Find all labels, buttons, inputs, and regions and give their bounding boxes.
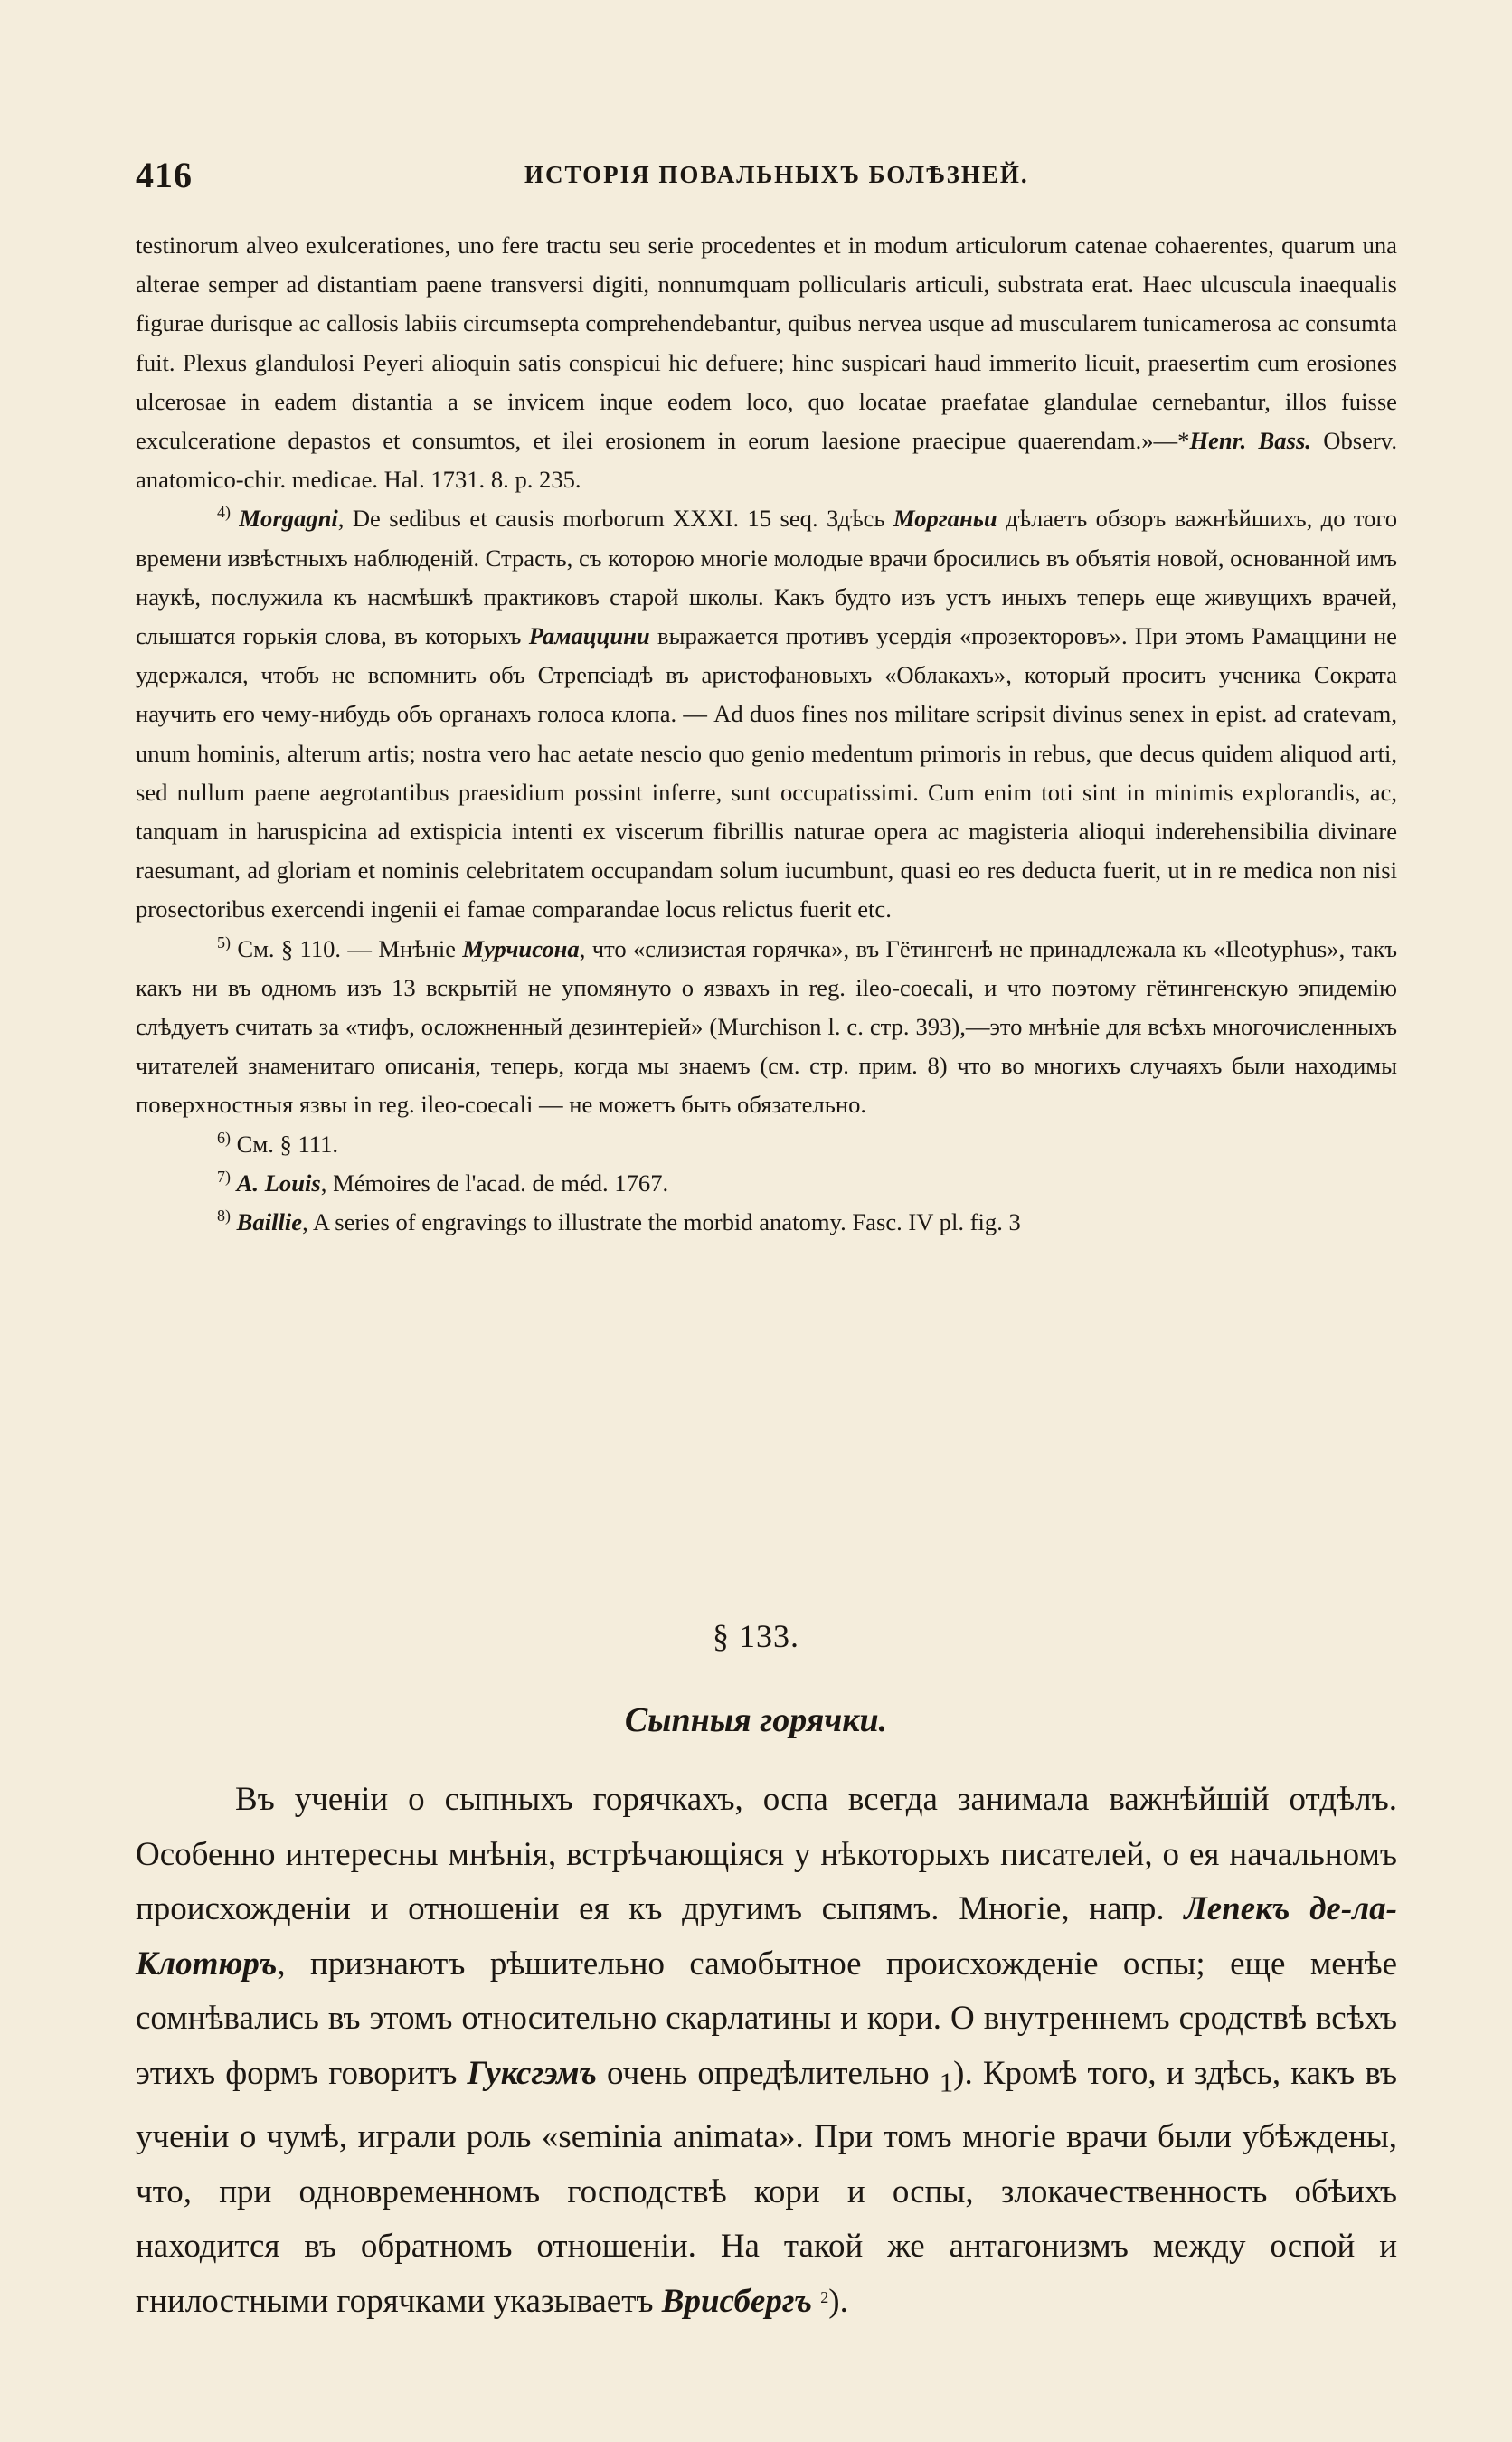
footnote-text: , Mémoires de l'acad. de méd. 1767.: [320, 1169, 669, 1197]
footnote-7: [136, 1164, 1397, 1203]
page-header: [136, 154, 1397, 199]
footnote-text: дѣлаетъ обзоръ важнѣйшихъ, до того времени извѣстныхъ наблюденій. Страсть, съ которою многіе молодые врачи бросились въ объятія новой, основанной имъ наукѣ, послужила къ насмѣшкѣ практиковъ старой школы. Какъ будто изъ устъ иныхъ теперь еще живущихъ врачей, слышатся горькія слова, въ которыхъ: [136, 505, 1397, 650]
footnote-marker: 7): [217, 1167, 231, 1186]
paragraph-text: , признаютъ рѣшительно самобытное происхожденіе оспы; еще менѣе сомнѣвались въ этомъ относительно скарлатины и кори. О внутреннемъ сродствѣ всѣхъ этихъ формъ говоритъ: [136, 1945, 1397, 2092]
running-title: ИСТОРІЯ ПОВАЛЬНЫХЪ БОЛѢЗНЕЙ.: [524, 161, 1029, 188]
reference-marker: 1: [939, 2067, 954, 2098]
footnote-author: Baillie: [236, 1208, 303, 1236]
paragraph-text: ). Кромѣ того, и здѣсь, какъ въ ученіи о чумѣ, играли роль «seminia animata». При томъ многіе врачи были убѣждены, что, при одновременномъ господствѣ кори и оспы, злокачественность обѣихъ находится въ обратномъ отношеніи. На такой же антагонизмъ между оспой и гнилостными горячками указываетъ: [136, 2054, 1398, 2320]
author-name: Гуксгэмъ: [467, 2054, 597, 2092]
main-text: [136, 1773, 1397, 2329]
page-number: 416: [136, 155, 193, 195]
footnote-continuation: [136, 226, 1397, 499]
footnote-author: Henr. Bass.: [1189, 427, 1311, 455]
footnote-marker: 6): [217, 1128, 231, 1147]
footnote-author: A. Louis: [236, 1169, 321, 1197]
paragraph-text: очень опредѣлительно: [596, 2054, 940, 2092]
footnote-text: , A series of engravings to illustrate the morbid anatomy. Fasc. IV pl. fig. 3: [302, 1208, 1021, 1236]
footnote-marker: 5): [217, 932, 231, 951]
footnote-author: Мурчисона: [462, 934, 580, 962]
paragraph-text: Въ ученіи о сыпныхъ горячкахъ, оспа всегда занимала важнѣйшій отдѣлъ. Особенно интересны мнѣнія, встрѣчающіяся у нѣкоторыхъ писателей, о ея начальномъ происхожденіи и отношеніи ея къ другимъ сыпямъ. Многіе, напр.: [136, 1781, 1397, 1928]
footnote-text: См. § 110. — Мнѣніе: [231, 934, 463, 962]
footnote-8: [136, 1203, 1397, 1242]
footnote-marker: 4): [217, 503, 231, 522]
footnote-text: выражается противъ усердія «прозекторовъ». При этомъ Рамаццини не удержался, чтобъ не вспомнить объ Стрепсіадѣ въ аристофановыхъ «Облакахъ», который проситъ ученика Сократа научить его чему-нибудь объ органахъ голоса клопа. — Ad duos fines nos militare scripsit divinus senex in epist. ad cratevam, unum hominis, alterum artis; nostra vero hac aetate nescio quo genio medentum primoris in rebus, que decus quidem aliquod arti, sed nullum paene aegrotantibus praesidium possint inferre, sunt occupatissimi. Cum enim toti sint in minimis explorandis, ac, tanquam in haruspicina ad extispicia intenti ex viscerum fibrillis naturae opera ac magisteria alioqui inderehensibilia divinare raesumant, ad gloriam et nominis celebritatem occupandam solum iucumbunt, quasi eo res deducta fuerit, ut in re medica non nisi prosectoribus exercendi ingenii ei famae comparandae locus relictus fuerit etc.: [136, 622, 1397, 923]
section-title: Сыпныя горячки.: [624, 1701, 888, 1739]
footnote-author: Morgagni: [239, 505, 338, 533]
author-name: Врисбергъ: [661, 2282, 812, 2320]
paragraph-text: ).: [828, 2282, 848, 2320]
footnote-marker: 8): [217, 1207, 231, 1226]
paragraph: [136, 1773, 1397, 2329]
section-number: § 133.: [713, 1618, 799, 1654]
footnote-author: Морганьи: [893, 505, 997, 533]
footnote-text: , De sedibus et causis morborum XXXI. 15 seq. Здѣсь: [337, 505, 893, 533]
footnote-text: testinorum alveo exulcerationes, uno fere tractu seu serie procedentes et in modum articulorum catenae cohaerentes, quarum una alterae semper ad distantiam paene transversi digiti, nonnumquam pollicularis articuli, substrata erat. Haec ulcuscula inaequalis figurae durisque ac callosis labiis circumsepta comprehendebantur, quibus nervea usque ad muscularem tunicamerosa ac consumta fuit. Plexus glandulosi Peyeri alioquin satis conspicui hic defuere; hinc suspicari haud immerito licuit, praesertim cum erosiones ulcerosae in eadem distantia a se invicem inque eodem loco, quo locatae praefatae glandulae cernebantur, illos fuisse exculceratione depastos et consumtos, et ilei erosionem in eorum laesione praecipue quaerendam.»—*: [136, 232, 1397, 455]
footnote-5: [136, 930, 1397, 1125]
footnote-6: [136, 1125, 1397, 1164]
footnote-text: , что «слизистая горячка», въ Гётингенѣ не принадлежала къ «Ileotyphus», такъ какъ ни въ одномъ изъ 13 вскрытій не упомянуто о язвахъ in reg. ileo-coecali, и что поэтому гётингенскую эпидемію слѣдуетъ считать за «тифъ, осложненный дезинтеріей» (Murchison l. c. стр. 393),—это мнѣніе для всѣхъ многочисленныхъ читателей знаменитаго описанія, теперь, когда мы знаемъ (см. стр. прим. 8) что во многихъ случаяхъ были находимы поверхностныя язвы in reg. ileo-coecali — не можетъ быть обязательно.: [136, 934, 1397, 1119]
footnote-text: Observ. anatomico-chir. medicae. Hal. 1731. 8. p. 235.: [136, 427, 1397, 494]
footnote-author: Рамаццини: [528, 622, 650, 650]
footnote-4: [136, 499, 1397, 929]
reference-marker: 2: [820, 2287, 829, 2306]
footnotes-block: [136, 226, 1397, 1242]
author-name: Лепекъ де-ла-Клотюръ: [136, 1890, 1397, 1983]
footnote-text: См. § 111.: [231, 1130, 339, 1158]
